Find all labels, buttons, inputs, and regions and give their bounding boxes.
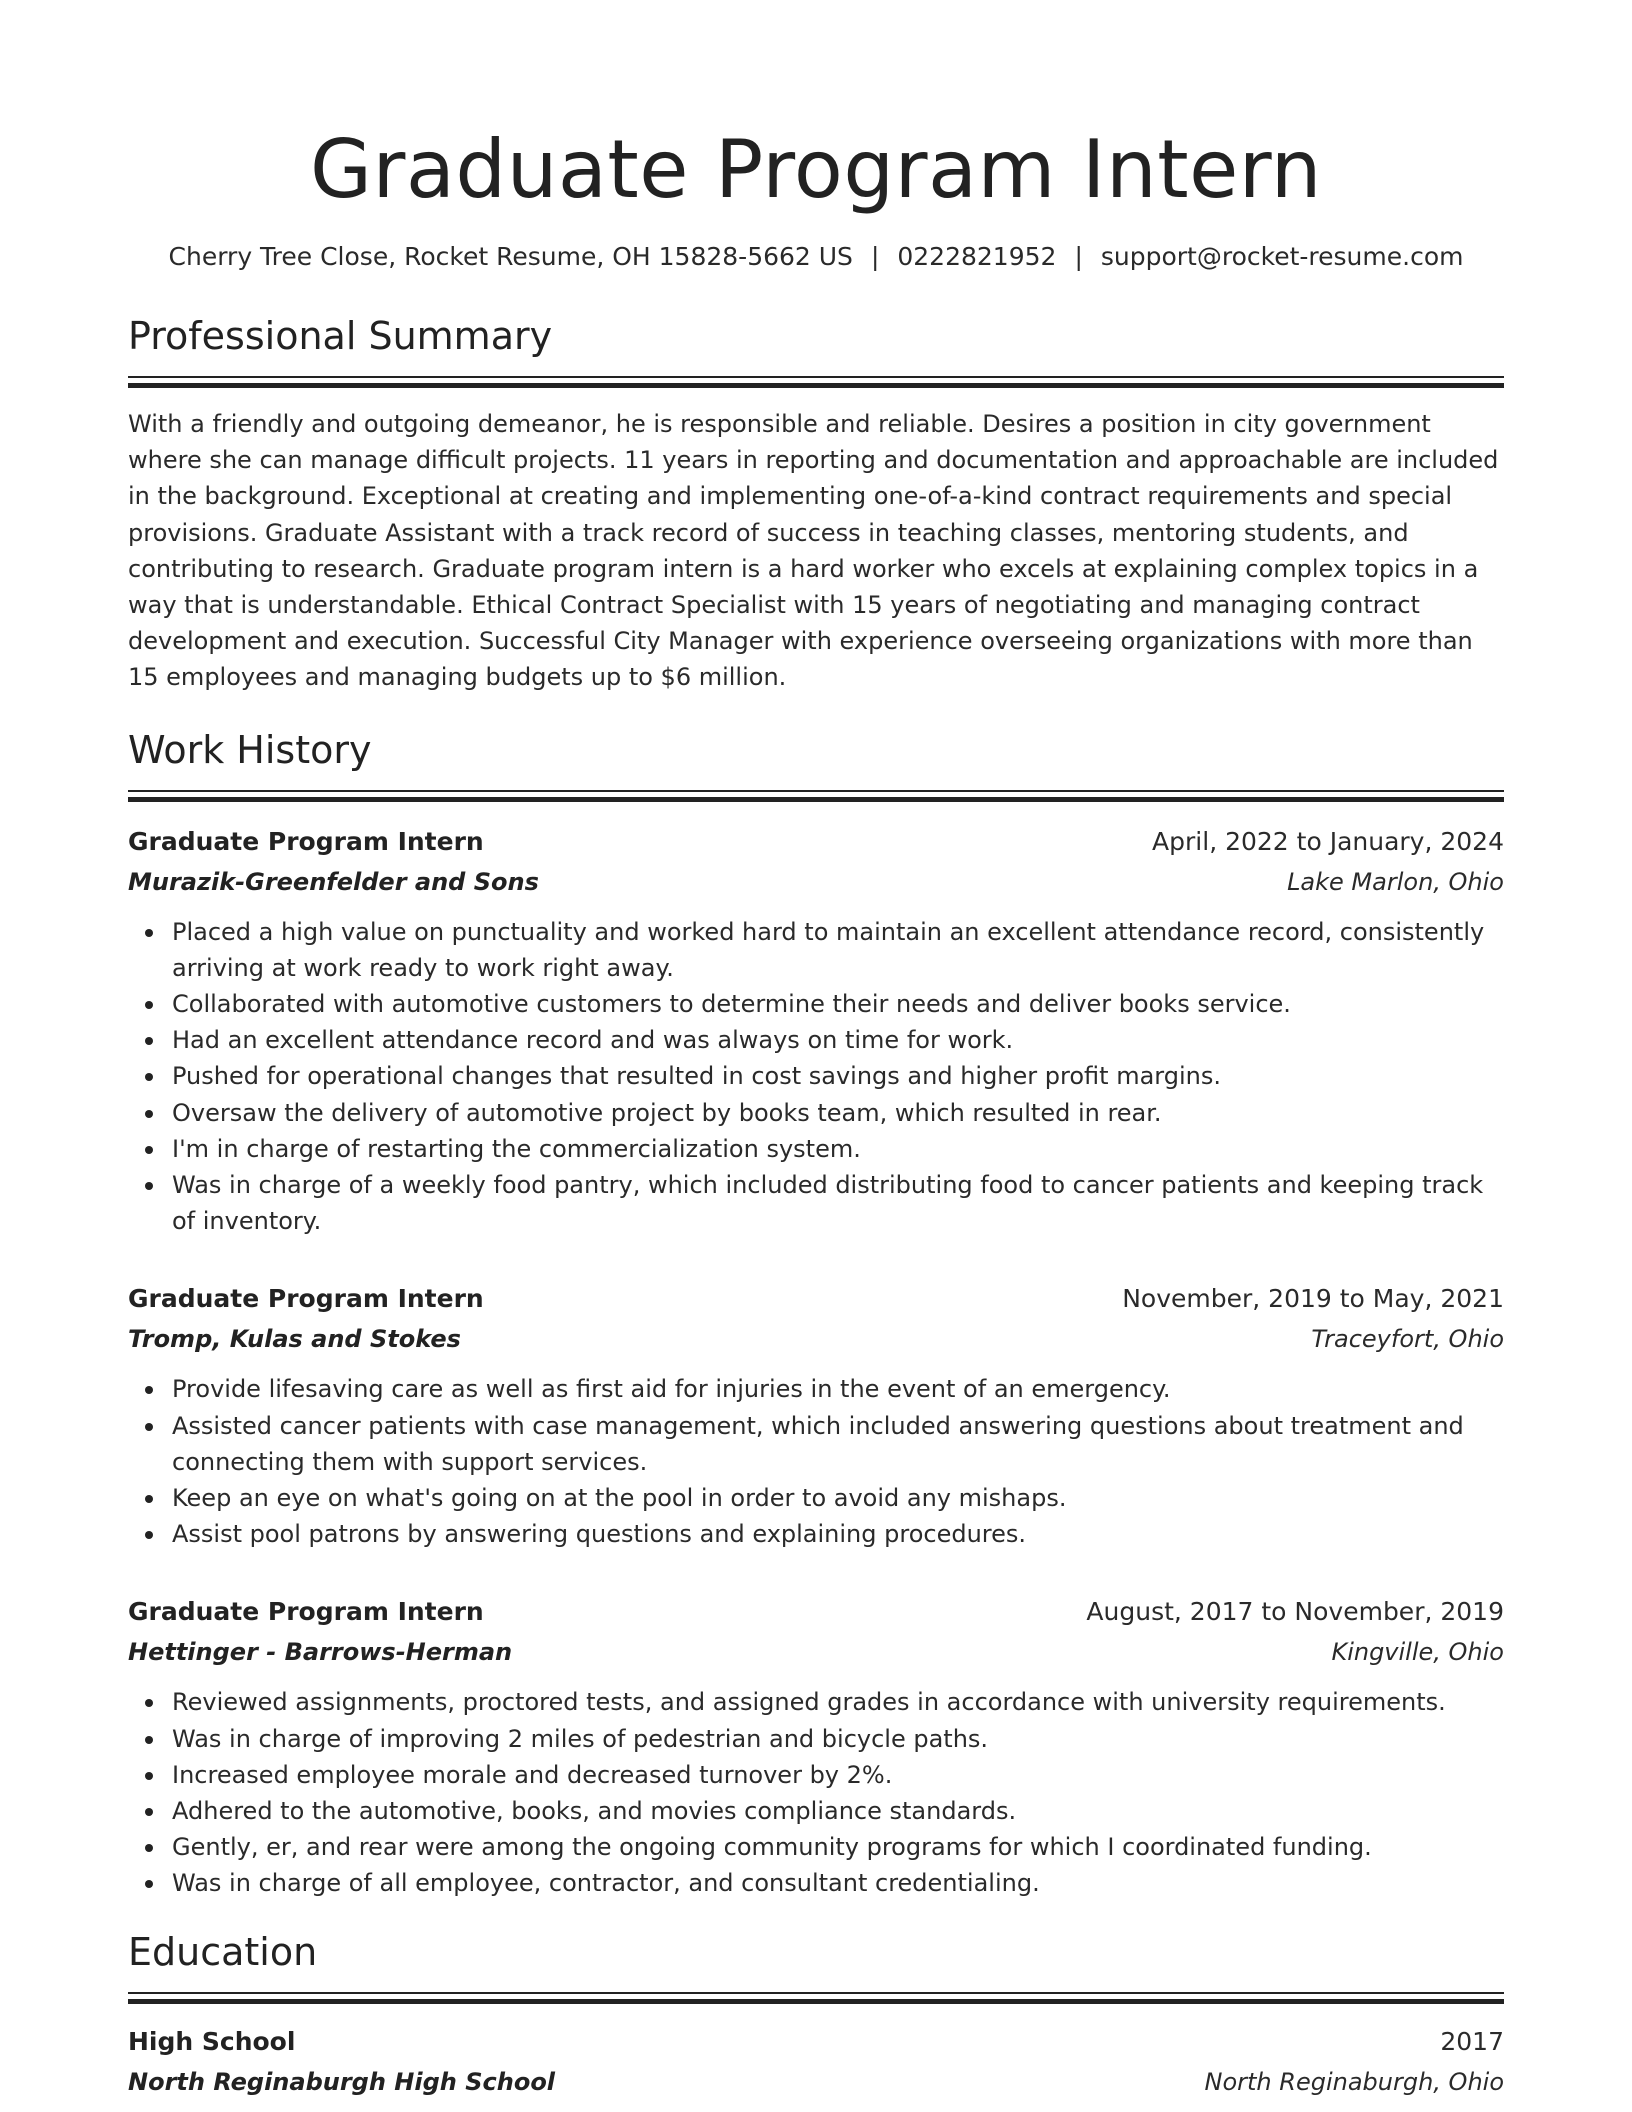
job-company-row [128,1319,1504,1359]
contact-line [128,240,1504,274]
contact-separator: | [870,242,880,271]
job-entry [128,822,1504,1240]
job-bullet: Oversaw the delivery of automotive project by books team, which resulted in rear. [172,1095,1504,1131]
job-bullet: Keep an eye on what's going on at the pool in order to avoid any mishaps. [172,1480,1504,1516]
resume-name: Graduate Program Intern [310,123,1322,216]
job-header-row [128,1592,1504,1632]
job-company-row [128,1632,1504,1672]
education-year: 2017 [1440,2026,1504,2056]
job-entry [128,1592,1504,1901]
contact-address: Cherry Tree Close, Rocket Resume, OH 15828-5662 US [168,242,853,271]
job-bullet: Adhered to the automotive, books, and movies compliance standards. [172,1793,1504,1829]
job-location: Traceyfort, Ohio [1311,1325,1504,1354]
contact-phone: 0222821952 [897,242,1057,271]
education-degree: High School [128,2026,296,2056]
education-section [128,1928,1504,2102]
education-entry [128,2022,1504,2102]
contact-email: support@rocket-resume.com [1100,242,1464,271]
contact-separator: | [1074,242,1083,271]
job-bullet: Gently, er, and rear were among the ongoing community programs for which I coordinated funding. [172,1829,1504,1865]
job-bullet: Was in charge of all employee, contractor, and consultant credentialing. [172,1865,1504,1901]
section-title-work: Work History [128,727,372,772]
education-school: North Reginaburgh High School [128,2067,556,2096]
job-bullet-list [128,1684,1504,1901]
job-header-row [128,822,1504,862]
job-company: Murazik-Greenfelder and Sons [128,867,539,896]
job-company: Hettinger - Barrows-Herman [128,1638,513,1667]
section-divider [128,376,1504,388]
job-bullet: Increased employee morale and decreased turnover by 2%. [172,1757,1504,1793]
job-bullet: Assist pool patrons by answering questions and explaining procedures. [172,1516,1504,1552]
job-title: Graduate Program Intern [128,1597,484,1627]
job-location: Kingville, Ohio [1331,1638,1504,1667]
job-entry [128,1279,1504,1552]
job-bullet: Was in charge of improving 2 miles of pedestrian and bicycle paths. [172,1721,1504,1757]
section-title-summary: Professional Summary [128,314,553,358]
education-school-row [128,2062,1504,2102]
job-bullet: I'm in charge of restarting the commercialization system. [172,1131,1504,1167]
job-dates: November, 2019 to May, 2021 [1122,1284,1504,1314]
section-title-education: Education [128,1929,318,1974]
job-bullet: Pushed for operational changes that resulted in cost savings and higher profit margins. [172,1058,1504,1094]
job-company: Tromp, Kulas and Stokes [128,1325,461,1354]
education-header-row [128,2022,1504,2062]
job-company-row [128,862,1504,902]
work-history-section [128,726,1504,1902]
job-bullet: Collaborated with automotive customers to determine their needs and deliver books service. [172,986,1504,1022]
job-title: Graduate Program Intern [128,826,484,856]
job-header-row [128,1279,1504,1319]
section-divider [128,1992,1504,2004]
job-bullet: Assisted cancer patients with case management, which included answering questions about treatment and connecting them with support services. [172,1408,1504,1480]
job-bullet: Had an excellent attendance record and was always on time for work. [172,1022,1504,1058]
job-bullet: Placed a high value on punctuality and worked hard to maintain an excellent attendance record, consistently arriving at work ready to work right away. [172,914,1504,986]
summary-text: With a friendly and outgoing demeanor, he is responsible and reliable. Desires a position in city government where she can manage difficult projects. 11 years in reporting and documentation and approachable are included in the background. Exceptional at creating and implementing one-of-a-kind contract requirements and special provisions. Graduate Assistant with a track record of success in teaching classes, mentoring students, and contributing to research. Graduate program intern is a hard worker who excels at explaining complex topics in a way that is understandable. Ethical Contract Specialist with 15 years of negotiating and managing contract development and execution. Successful City Manager with experience overseeing organizations with more than 15 employees and managing budgets up to $6 million. [128,410,1499,692]
job-bullet-list [128,1371,1504,1552]
job-bullet: Reviewed assignments, proctored tests, and assigned grades in accordance with university requirements. [172,1684,1504,1720]
job-location: Lake Marlon, Ohio [1287,867,1504,896]
section-divider [128,790,1504,802]
job-bullet: Was in charge of a weekly food pantry, which included distributing food to cancer patients and keeping track of inventory. [172,1167,1504,1239]
job-dates: April, 2022 to January, 2024 [1152,826,1504,856]
professional-summary-section [128,312,1504,696]
job-dates: August, 2017 to November, 2019 [1086,1597,1504,1627]
education-location: North Reginaburgh, Ohio [1204,2067,1504,2096]
job-bullet: Provide lifesaving care as well as first aid for injuries in the event of an emergency. [172,1371,1504,1407]
job-title: Graduate Program Intern [128,1284,484,1314]
job-bullet-list [128,914,1504,1240]
